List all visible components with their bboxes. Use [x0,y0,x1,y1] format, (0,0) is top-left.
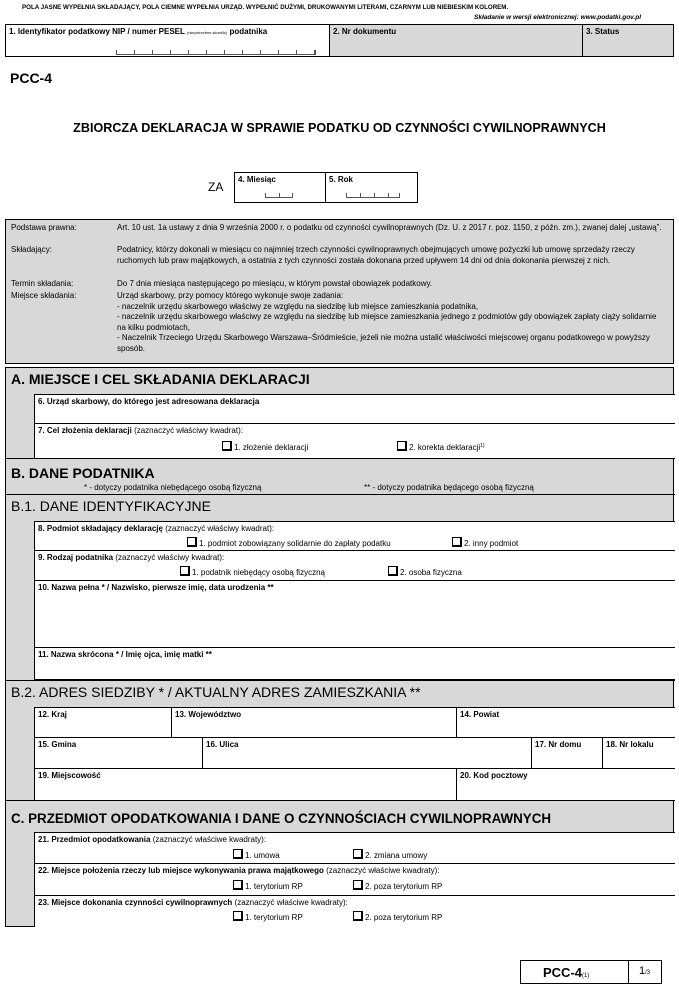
footer-page-box [629,960,662,984]
note-natural: ** - dotyczy podatnika będącego osobą fizyczną [364,483,534,492]
form-code: PCC-4 [10,70,53,86]
electronic-note: Składanie w wersji elektronicznej: www.podatki.gov.pl [474,14,641,21]
subject-field: 21. Przedmiot opodatkowania (zaznaczyć właściwe kwadraty): 1. umowa 2. zmiana umowy [34,832,675,864]
checkbox-transaction-abroad[interactable] [353,911,363,921]
footer-version: (1) [582,973,590,979]
legal-basis-val: Art. 10 ust. 1a ustawy z dnia 9 września 2000 r. o podatku od czynności cywilnoprawnych (Dz. U. z 2017 r. poz. 1150, z późn. zm.), zwanej dalej „ustawą”. [117,223,662,232]
place-val-3: - naczelnik urzędu skarbowego właściwy ze względu na siedzibę lub miejsce zamieszkania jednego z podmiotów gdy obowiązek zapłaty ciąży solidarnie na kilku podmiotach, [117,312,657,332]
house-number-field[interactable]: 17. Nr domu [532,738,603,769]
purpose-option-correction[interactable]: 2. korekta deklaracji$^{1)}$ [397,441,485,452]
property-location-field: 22. Miejsce położenia rzeczy lub miejsce wykonywania prawa majątkowego (zaznaczyć właściwe kwadraty): 1. terytorium RP 2. poza terytorium RP [34,864,675,896]
section-b2-divider [6,680,675,681]
postal-code-field[interactable]: 20. Kod pocztowy [457,769,675,801]
checkbox-other[interactable] [452,537,462,547]
section-a [5,367,674,459]
filer-option-other[interactable]: 2. inny podmiot [452,537,518,548]
month-ticks [265,193,293,198]
deadline-val: Do 7 dnia miesiąca następującego po miesiącu, w którym powstał obowiązek podatkowy. [117,279,433,288]
property-option-abroad[interactable]: 2. poza terytorium RP [353,880,442,891]
section-c-title: C. PRZEDMIOT OPODATKOWANIA I DANE O CZYNNOŚCIACH CYWILNOPRAWNYCH [11,811,552,826]
purpose-field: 7. Cel złożenia deklaracji (zaznaczyć właściwy kwadrat): 1. złożenie deklaracji 2. korekta deklaracji$^{1)}$ [34,424,675,459]
section-b [5,459,674,801]
header-instruction: POLA JASNE WYPEŁNIA SKŁADAJĄCY, POLA CIEMNE WYPEŁNIA URZĄD. WYPEŁNIĆ DUŻYMI, DRUKOWANYMI LITERAMI, CZARNYM LUB NIEBIESKIM KOLOREM. [22,4,509,11]
checkbox-natural[interactable] [388,566,398,576]
checkbox-filing[interactable] [222,441,232,451]
filer-option-joint[interactable]: 1. podmiot zobowiązany solidarnie do zapłaty podatku [187,537,391,548]
document-number-field: 2. Nr dokumentu [330,24,583,57]
note-non-natural: * - dotyczy podatnika niebędącego osobą fizyczną [84,483,262,492]
transaction-option-abroad[interactable]: 2. poza terytorium RP [353,911,442,922]
taxpayer-type-field: 9. Rodzaj podatnika (zaznaczyć właściwy kwadrat): 1. podatnik niebędący osobą fizyczną 2. osoba fizyczna [34,551,675,581]
section-b-title: B. DANE PODATNIKA [11,465,155,481]
checkbox-contract[interactable] [233,849,243,859]
footer-code: PCC-4 [543,965,583,980]
purpose-option-filing[interactable]: 1. złożenie deklaracji [222,441,308,452]
checkbox-correction[interactable] [397,441,407,451]
place-val-1: Urząd skarbowy, przy pomocy którego wykonuje swoje zadania: [117,291,344,300]
street-field[interactable]: 16. Ulica [203,738,532,769]
checkbox-property-abroad[interactable] [353,880,363,890]
year-field[interactable]: 5. Rok [326,172,418,203]
section-b-divider [6,494,675,495]
place-key: Miejsce składania: [11,291,77,300]
checkbox-joint[interactable] [187,537,197,547]
city-field[interactable]: 19. Miejscowość [34,769,457,801]
deadline-key: Termin składania: [11,279,74,288]
tax-office-field[interactable]: 6. Urząd skarbowy, do którego jest adresowana deklaracja [34,394,675,424]
checkbox-property-poland[interactable] [233,880,243,890]
property-option-poland[interactable]: 1. terytorium RP [233,880,303,891]
transaction-location-field: 23. Miejsce dokonania czynności cywilnoprawnych (zaznaczyć właściwe kwadraty): 1. terytorium RP 2. poza terytorium RP [34,896,675,927]
commune-field[interactable]: 15. Gmina [34,738,203,769]
footer-pages: /3 [645,970,651,976]
month-field[interactable]: 4. Miesiąc [234,172,326,203]
taxpayer-option-natural[interactable]: 2. osoba fizyczna [388,566,462,577]
checkbox-legal[interactable] [180,566,190,576]
short-name-field[interactable]: 11. Nazwa skrócona * / Imię ojca, imię matki ** [34,648,675,680]
filer-key: Składający: [11,245,52,254]
nip-field[interactable]: 1. Identyfikator podatkowy NIP / numer PESEL (niepotrzebne skreślić) podatnika [5,24,330,57]
legal-basis-key: Podstawa prawna: [11,223,77,232]
subject-option-amendment[interactable]: 2. zmiana umowy [353,849,427,860]
nip-ticks [116,50,316,55]
apartment-number-field[interactable]: 18. Nr lokalu [603,738,675,769]
country-field[interactable]: 12. Kraj [34,707,172,738]
year-ticks [346,193,400,198]
place-val-2: - naczelnik urzędu skarbowego właściwy ze względu na siedzibę lub miejsce zamieszkania podatnika, [117,301,479,311]
section-b2-title: B.2. ADRES SIEDZIBY * / AKTUALNY ADRES ZAMIESZKANIA ** [11,684,421,700]
subject-option-contract[interactable]: 1. umowa [233,849,280,860]
checkbox-amendment[interactable] [353,849,363,859]
filer-val: Podatnicy, którzy dokonali w miesiącu co najmniej trzech czynności cywilnoprawnych obejmujących umowę pożyczki lub umowę sprzedaży rzeczy ruchomych lub praw majątkowych, a ostatnia z tych czynności została dokonana przed upływem 14 dni od dnia dokonania pierwszej z nich. [117,245,635,265]
section-a-title: A. MIEJSCE I CEL SKŁADANIA DEKLARACJI [11,371,310,387]
checkbox-transaction-poland[interactable] [233,911,243,921]
info-box [5,219,674,364]
place-val-4: - Naczelnik Trzeciego Urzędu Skarbowego Warszawa–Śródmieście, jeżeli nie można ustalić właściwości miejscowej organu podatkowego w powyższy sposób. [117,333,650,353]
za-label: ZA [208,180,224,194]
footer-page: 1 [639,965,646,977]
transaction-option-poland[interactable]: 1. terytorium RP [233,911,303,922]
form-title: ZBIORCZA DEKLARACJA W SPRAWIE PODATKU OD CZYNNOŚCI CYWILNOPRAWNYCH [73,121,606,135]
status-field: 3. Status [583,24,674,57]
taxpayer-option-legal[interactable]: 1. podatnik niebędący osobą fizyczną [180,566,325,577]
section-c [5,801,674,927]
district-field[interactable]: 14. Powiat [457,707,675,738]
voivodeship-field[interactable]: 13. Województwo [172,707,457,738]
filer-type-field: 8. Podmiot składający deklarację (zaznaczyć właściwy kwadrat): 1. podmiot zobowiązany solidarnie do zapłaty podatku 2. inny podmiot [34,521,675,551]
footer-code-box [520,960,629,984]
section-b1-title: B.1. DANE IDENTYFIKACYJNE [11,498,211,514]
full-name-field[interactable]: 10. Nazwa pełna * / Nazwisko, pierwsze imię, data urodzenia ** [34,581,675,648]
